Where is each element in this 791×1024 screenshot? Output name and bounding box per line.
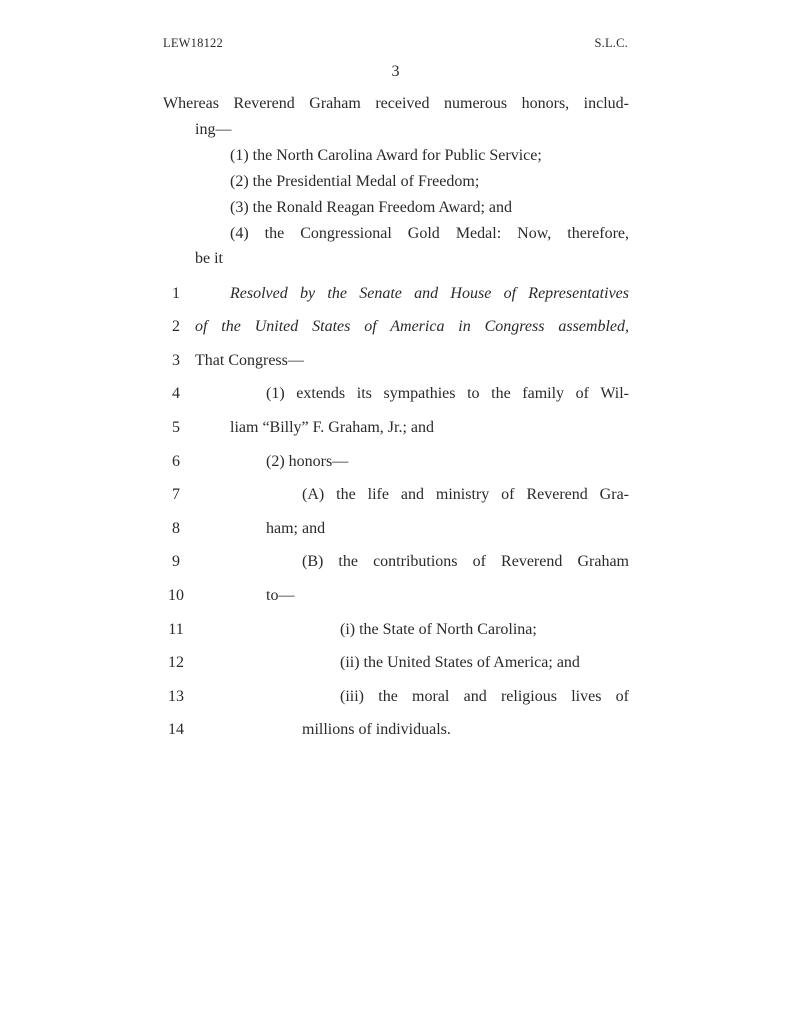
resolution-line: to— — [266, 587, 295, 604]
resolution-line: Resolved by the Senate and House of Representatives — [230, 285, 629, 302]
resolution-line: millions of individuals. — [302, 721, 451, 738]
line-number: 12 — [168, 654, 184, 671]
resolution-line: of the United States of America in Congress assembled, — [195, 318, 629, 335]
honor-item: (3) the Ronald Reagan Freedom Award; and — [230, 199, 513, 216]
resolution-line: That Congress— — [195, 352, 304, 369]
honor-item: (4) the Congressional Gold Medal: Now, therefore, — [230, 225, 629, 242]
resolution-line: ham; and — [266, 520, 326, 537]
line-number: 2 — [172, 318, 180, 335]
honor-item: (1) the North Carolina Award for Public Service; — [230, 147, 542, 164]
line-number: 4 — [172, 385, 180, 402]
line-number: 1 — [172, 285, 180, 302]
slc-label: S.L.C. — [594, 36, 628, 50]
whereas-clause-line: Whereas Reverend Graham received numerous honors, includ- — [163, 95, 629, 112]
line-number: 13 — [168, 688, 184, 705]
resolution-line: liam “Billy” F. Graham, Jr.; and — [230, 419, 435, 436]
resolution-line: (2) honors— — [266, 453, 349, 470]
line-number: 5 — [172, 419, 180, 436]
honor-item: (2) the Presidential Medal of Freedom; — [230, 173, 480, 190]
resolution-line: (A) the life and ministry of Reverend Gra- — [302, 486, 629, 503]
resolution-line: (iii) the moral and religious lives of — [340, 688, 629, 705]
whereas-clause-line: ing— — [195, 121, 232, 138]
line-number: 6 — [172, 453, 180, 470]
be-it-text: be it — [195, 250, 223, 267]
document-id: LEW18122 — [163, 36, 223, 50]
page-number: 3 — [391, 63, 400, 80]
line-number: 14 — [168, 721, 184, 738]
line-number: 10 — [168, 587, 184, 604]
line-number: 7 — [172, 486, 180, 503]
line-number: 8 — [172, 520, 180, 537]
resolution-line: (i) the State of North Carolina; — [340, 621, 537, 638]
line-number: 9 — [172, 553, 180, 570]
line-number: 11 — [168, 621, 184, 638]
line-number: 3 — [172, 352, 180, 369]
resolution-line: (ii) the United States of America; and — [340, 654, 580, 671]
resolution-line: (1) extends its sympathies to the family of Wil- — [266, 385, 629, 402]
resolution-line: (B) the contributions of Reverend Graham — [302, 553, 629, 570]
